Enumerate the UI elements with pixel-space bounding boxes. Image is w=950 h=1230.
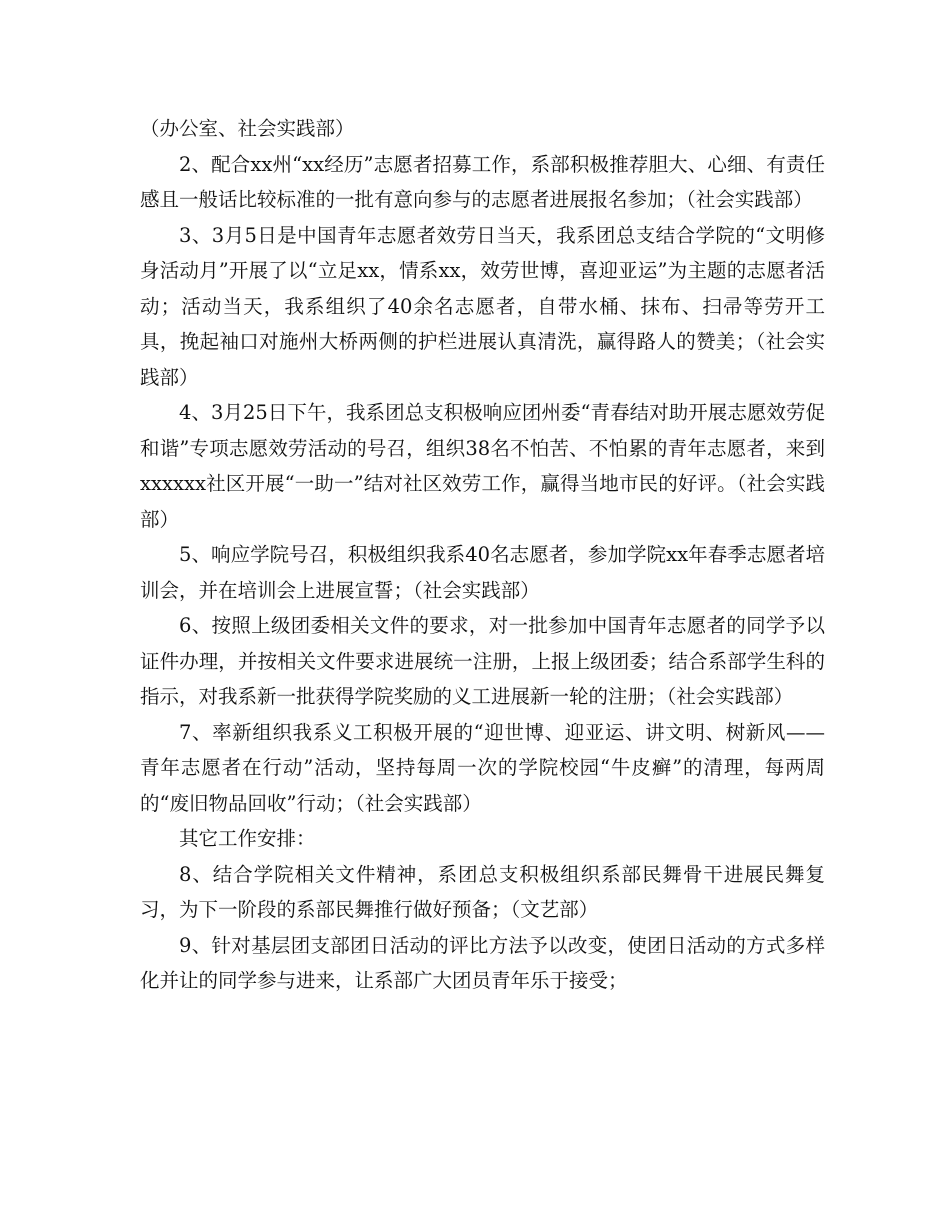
- paragraph-0: （办公室、社会实践部）: [140, 117, 355, 140]
- paragraph-8: 8、结合学院相关文件精神，系团总支积极组织系部民舞骨干进展民舞复习，为下一阶段的系部民舞推行做好预备；（文艺部）: [140, 862, 825, 921]
- document-body: [140, 111, 825, 999]
- paragraph-6: 7、率新组织我系义工积极开展的“迎世博、迎亚运、讲文明、树新风——青年志愿者在行动”活动，坚持每周一次的学院校园“牛皮癣”的清理，每两周的“废旧物品回收”行动；（社会实践部）: [140, 720, 825, 815]
- section-heading-other-work: 其它工作安排：: [179, 827, 316, 850]
- paragraph-4: 5、响应学院号召，积极组织我系40名志愿者，参加学院xx年春季志愿者培训会，并在培训会上进展宣誓；（社会实践部）: [140, 543, 825, 602]
- paragraph-2: 3、3月5日是中国青年志愿者效劳日当天，我系团总支结合学院的“文明修身活动月”开展了以“立足xx，情系xx，效劳世博，喜迎亚运”为主题的志愿者活动；活动当天，我系组织了40余名志愿者，自带水桶、抹布、扫帚等劳开工具，挽起袖口对施州大桥两侧的护栏进展认真清洗，赢得路人的赞美；（社会实践部）: [140, 223, 825, 389]
- paragraph-5: 6、按照上级团委相关文件的要求，对一批参加中国青年志愿者的同学予以证件办理，并按相关文件要求进展统一注册，上报上级团委；结合系部学生科的指示，对我系新一批获得学院奖励的义工进展新一轮的注册；（社会实践部）: [140, 614, 825, 708]
- paragraph-9: 9、针对基层团支部团日活动的评比方法予以改变，使团日活动的方式多样化并让的同学参与进来，让系部广大团员青年乐于接受；: [140, 933, 825, 992]
- paragraph-3: 4、3月25日下午，我系团总支积极响应团州委“青春结对助开展志愿效劳促和谐”专项志愿效劳活动的号召，组织38名不怕苦、不怕累的青年志愿者，来到xxxxxx社区开展“一助一”结对社区效劳工作，赢得当地市民的好评。（社会实践部）: [140, 401, 825, 531]
- paragraph-1: 2、配合xx州“xx经历”志愿者招募工作，系部积极推荐胆大、心细、有责任感且一般话比较标准的一批有意向参与的志愿者进展报名参加；（社会实践部）: [140, 152, 825, 211]
